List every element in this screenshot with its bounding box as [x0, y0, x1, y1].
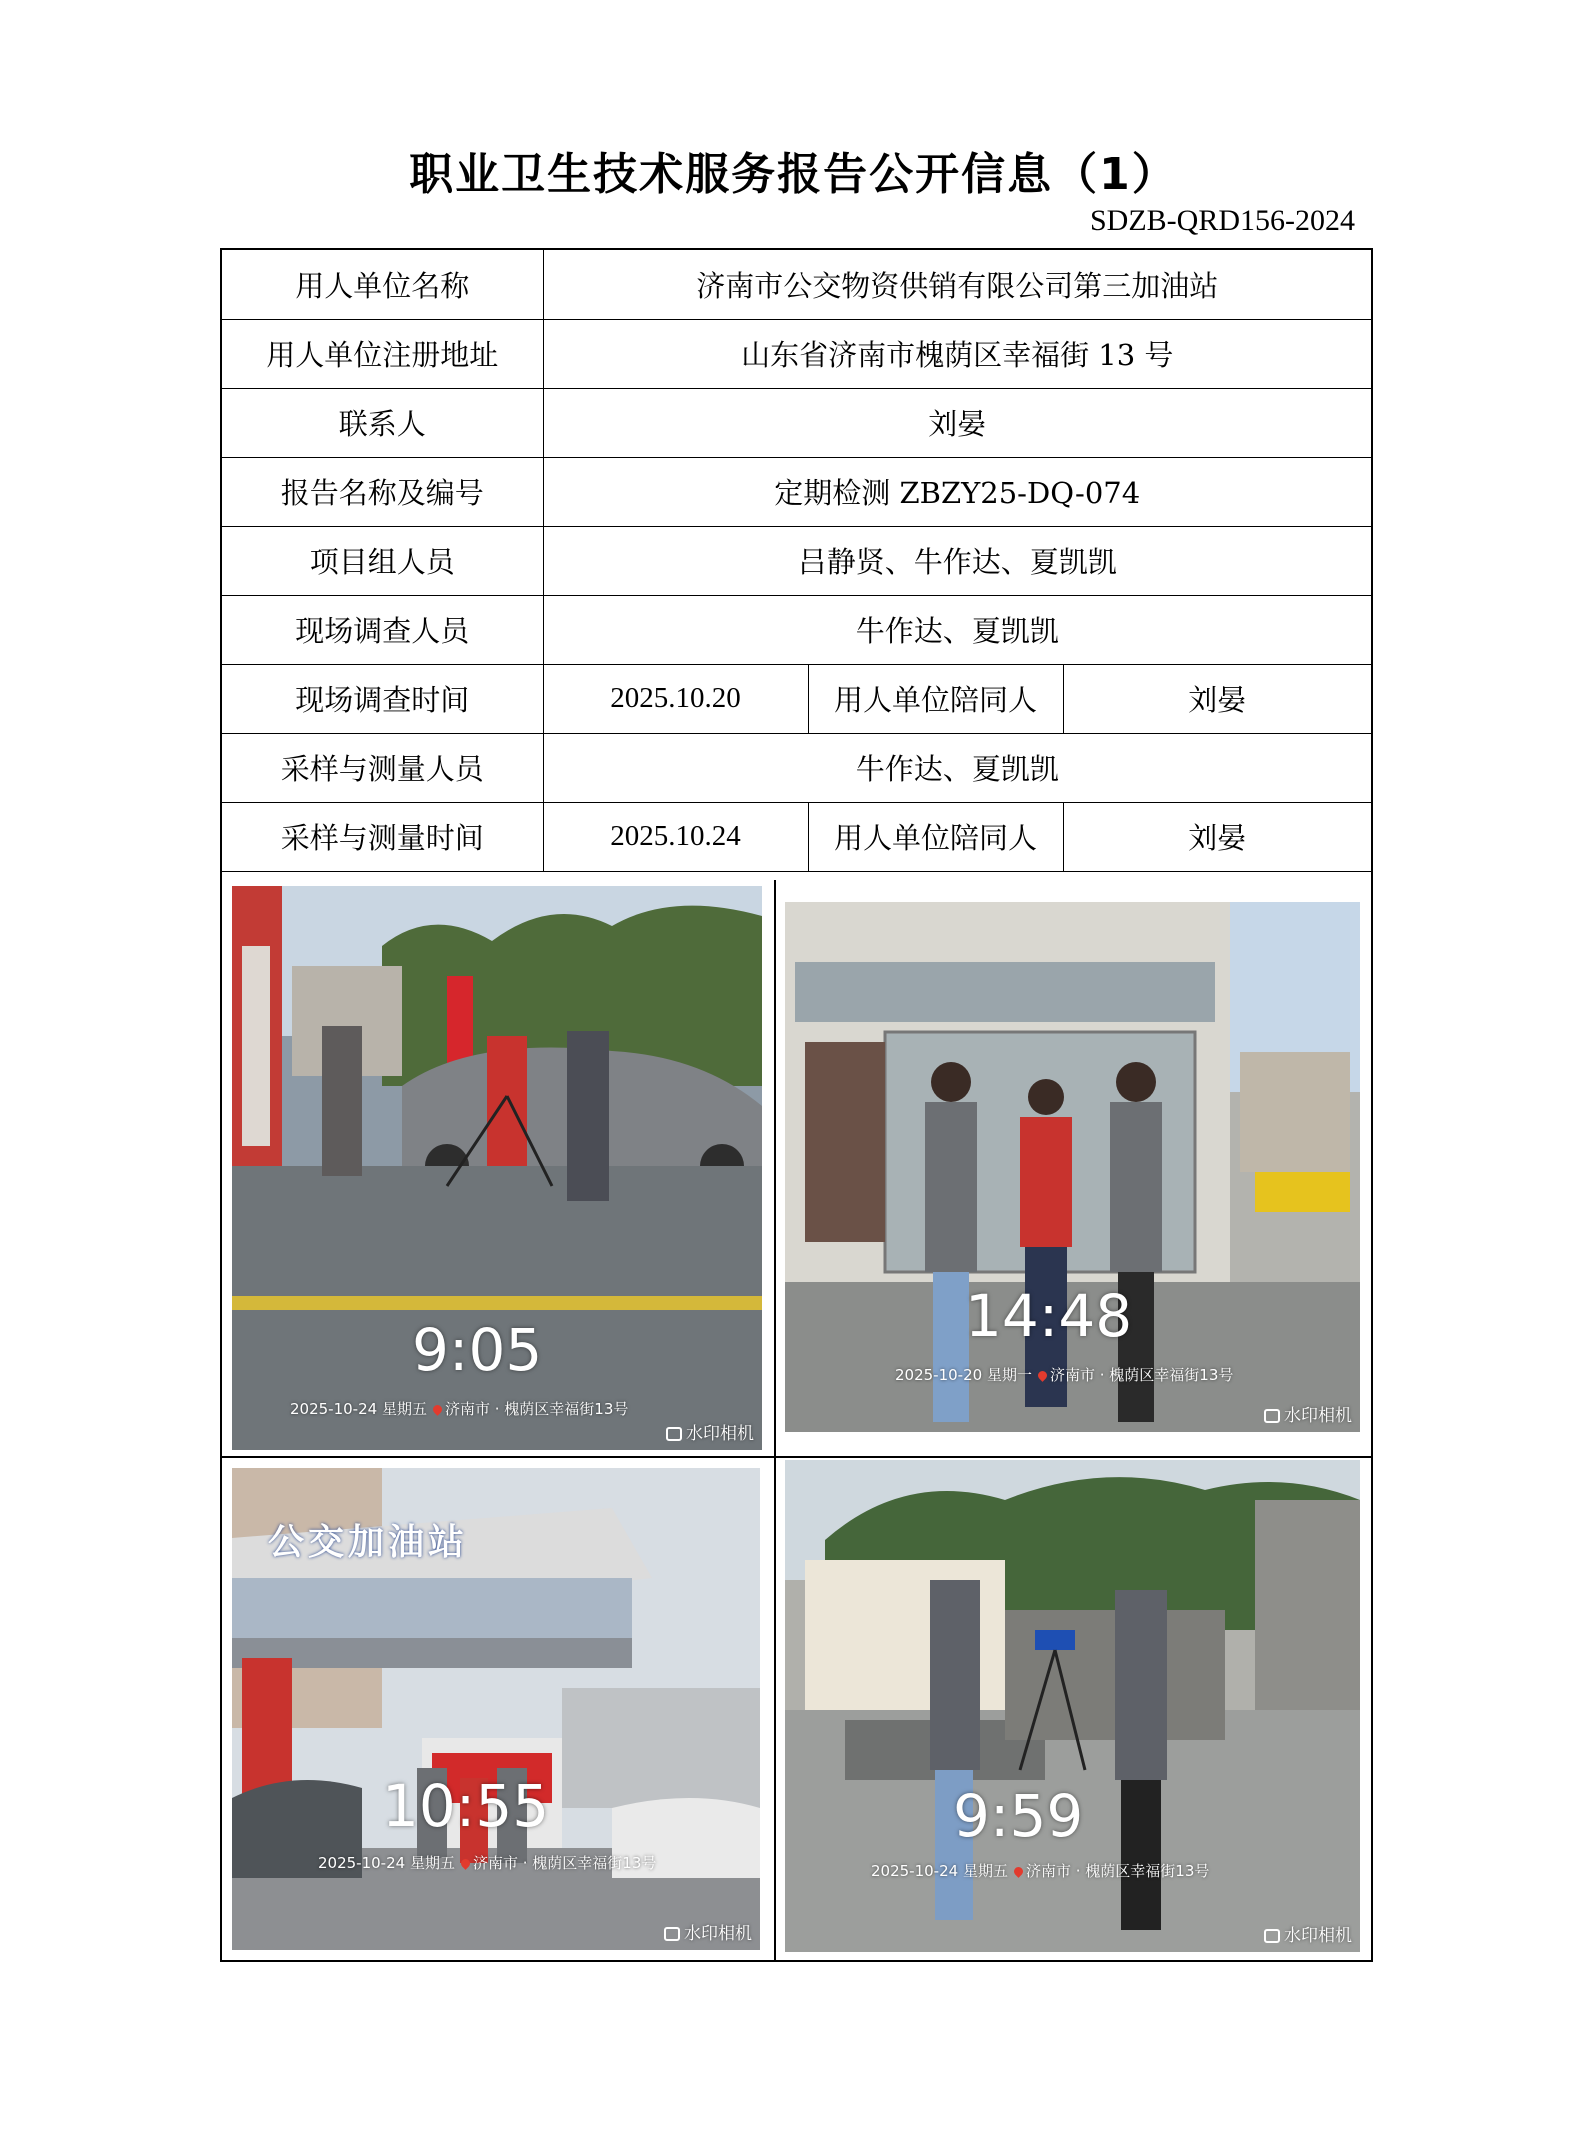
employer-address-value: 山东省济南市槐荫区幸福街 13 号	[543, 319, 1371, 388]
watermark-date: 2025-10-24	[290, 1400, 378, 1418]
row-label: 项目组人员	[222, 526, 543, 595]
table-row	[222, 595, 1371, 664]
table-row	[222, 664, 1371, 733]
location-pin-icon	[431, 1403, 444, 1416]
divider	[222, 1456, 1371, 1458]
table-row	[222, 802, 1371, 871]
camera-icon	[664, 1927, 680, 1941]
watermark-brand: 水印相机	[1264, 1921, 1352, 1946]
row-label: 联系人	[222, 388, 543, 457]
site-photo-station-canopy	[232, 1468, 760, 1950]
site-photo-sampling-tank	[785, 1460, 1360, 1952]
companion-value: 刘晏	[1063, 664, 1371, 733]
companion-label: 用人单位陪同人	[808, 802, 1063, 871]
watermark-brand: 水印相机	[666, 1419, 754, 1444]
row-label: 用人单位名称	[222, 250, 543, 319]
table-row	[222, 250, 1371, 319]
sampling-time-value: 2025.10.24	[543, 802, 808, 871]
watermark-info	[290, 1398, 628, 1419]
report-value: 定期检测 ZBZY25-DQ-074	[543, 457, 1371, 526]
watermark-weekday: 星期五	[381, 1400, 427, 1418]
watermark-location: 济南市 · 槐荫区幸福街13号	[1049, 1366, 1234, 1384]
sampling-staff-value: 牛作达、夏凯凯	[543, 733, 1371, 802]
location-pin-icon	[1012, 1865, 1025, 1878]
location-pin-icon	[459, 1857, 472, 1870]
row-label: 采样与测量人员	[222, 733, 543, 802]
watermark-weekday: 星期五	[962, 1862, 1008, 1880]
watermark-weekday: 星期五	[409, 1854, 455, 1872]
watermark-date: 2025-10-20	[895, 1366, 983, 1384]
employer-name-value: 济南市公交物资供销有限公司第三加油站	[543, 250, 1371, 319]
team-value: 吕静贤、牛作达、夏凯凯	[543, 526, 1371, 595]
table-row	[222, 457, 1371, 526]
site-photo-staff-building	[785, 902, 1360, 1432]
companion-label: 用人单位陪同人	[808, 664, 1063, 733]
site-photo-sampling-pump	[232, 886, 762, 1450]
table-row	[222, 526, 1371, 595]
watermark-brand: 水印相机	[664, 1919, 752, 1944]
watermark-info	[318, 1852, 656, 1873]
table-row	[222, 388, 1371, 457]
survey-staff-value: 牛作达、夏凯凯	[543, 595, 1371, 664]
row-label: 采样与测量时间	[222, 802, 543, 871]
info-sheet	[220, 248, 1373, 1962]
row-label: 报告名称及编号	[222, 457, 543, 526]
contact-value: 刘晏	[543, 388, 1371, 457]
camera-icon	[1264, 1409, 1280, 1423]
camera-icon	[1264, 1929, 1280, 1943]
table-row	[222, 733, 1371, 802]
watermark-location: 济南市 · 槐荫区幸福街13号	[444, 1400, 629, 1418]
watermark-info	[871, 1860, 1209, 1881]
watermark-time: 9:59	[953, 1782, 1084, 1850]
watermark-weekday: 星期一	[986, 1366, 1032, 1384]
row-label: 现场调查人员	[222, 595, 543, 664]
photo-scene	[785, 902, 1360, 1432]
watermark-info	[895, 1364, 1233, 1385]
watermark-time: 10:55	[382, 1772, 550, 1840]
camera-icon	[666, 1427, 682, 1441]
photo-grid	[222, 880, 1371, 1960]
survey-time-value: 2025.10.20	[543, 664, 808, 733]
info-table	[222, 250, 1371, 872]
page-title: 职业卫生技术服务报告公开信息（1）	[409, 149, 1178, 200]
table-row	[222, 319, 1371, 388]
divider	[774, 880, 776, 1960]
station-sign-text: 公交加油站	[268, 1522, 469, 1563]
document-number: SDZB-QRD156-2024	[1089, 204, 1355, 237]
watermark-time: 9:05	[412, 1316, 543, 1384]
watermark-brand: 水印相机	[1264, 1401, 1352, 1426]
watermark-date: 2025-10-24	[871, 1862, 959, 1880]
row-label: 现场调查时间	[222, 664, 543, 733]
watermark-location: 济南市 · 槐荫区幸福街13号	[1025, 1862, 1210, 1880]
row-label: 用人单位注册地址	[222, 319, 543, 388]
location-pin-icon	[1036, 1369, 1049, 1382]
watermark-location: 济南市 · 槐荫区幸福街13号	[472, 1854, 657, 1872]
watermark-date: 2025-10-24	[318, 1854, 406, 1872]
watermark-time: 14:48	[965, 1282, 1133, 1350]
companion-value: 刘晏	[1063, 802, 1371, 871]
